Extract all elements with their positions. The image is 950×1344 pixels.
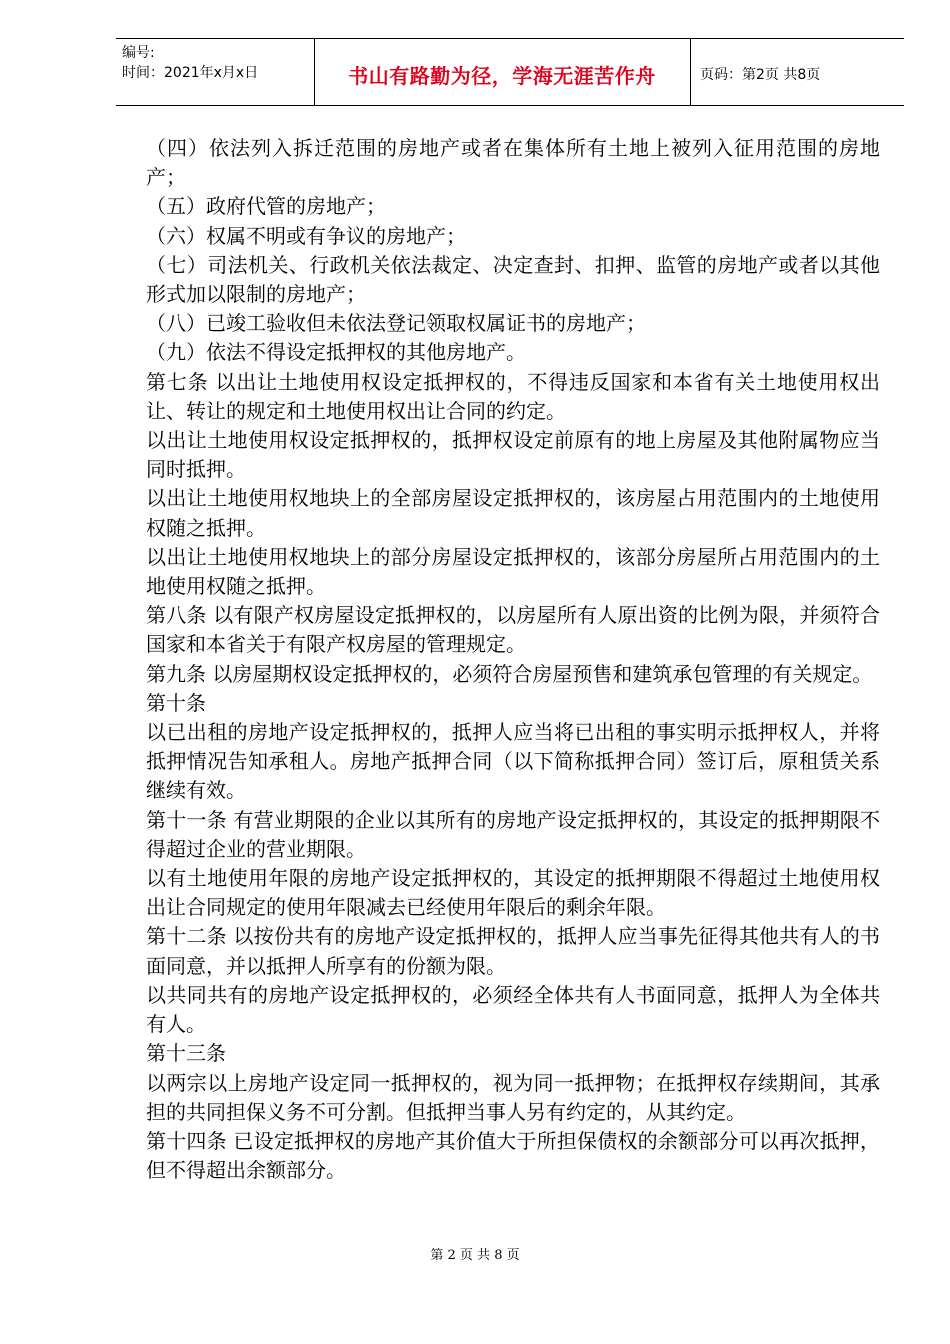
paragraph: 第十四条 已设定抵押权的房地产其价值大于所担保债权的余额部分可以再次抵押，但不得超出余额部分。 bbox=[146, 1128, 880, 1183]
paragraph: 以出让土地使用权设定抵押权的，抵押权设定前原有的地上房屋及其他附属物应当同时抵押。 bbox=[146, 428, 880, 482]
serial-label: 编号: bbox=[122, 45, 155, 61]
paragraph: 以共同共有的房地产设定抵押权的，必须经全体共有人书面同意，抵押人为全体共有人。 bbox=[146, 982, 880, 1037]
paragraph: （六）权属不明或有争议的房地产； bbox=[146, 223, 466, 248]
paragraph: 第八条 以有限产权房屋设定抵押权的，以房屋所有人原出资的比例为限，并须符合国家和本省关于有限产权房屋的管理规定。 bbox=[146, 603, 880, 657]
article-heading: 第十三条 bbox=[146, 1041, 226, 1066]
paragraph: 以两宗以上房地产设定同一抵押权的，视为同一抵押物；在抵押权存续期间，其承担的共同担保义务不可分割。但抵押当事人另有约定的，从其约定。 bbox=[146, 1070, 880, 1124]
paragraph: 以有土地使用年限的房地产设定抵押权的，其设定的抵押期限不得超过土地使用权出让合同规定的使用年限减去已经使用年限后的剩余年限。 bbox=[146, 866, 880, 920]
paragraph: （七）司法机关、行政机关依法裁定、决定查封、扣押、监管的房地产或者以其他形式加以限制的房地产； bbox=[146, 252, 880, 307]
paragraph: （九）依法不得设定抵押权的其他房地产。 bbox=[146, 340, 526, 365]
header-page-number: 页码：第2页 共8页 bbox=[700, 67, 821, 83]
page-footer: 第 2 页 共 8 页 bbox=[430, 1248, 520, 1263]
header-divider-right bbox=[690, 39, 691, 105]
paragraph: 第九条 以房屋期权设定抵押权的，必须符合房屋预售和建筑承包管理的有关规定。 bbox=[146, 661, 873, 686]
paragraph: 以已出租的房地产设定抵押权的，抵押人应当将已出租的事实明示抵押权人，并将抵押情况告知承租人。房地产抵押合同（以下简称抵押合同）签订后，原租赁关系继续有效。 bbox=[146, 720, 880, 803]
header-motto: 书山有路勤为径，学海无涯苦作舟 bbox=[348, 64, 656, 88]
paragraph: （八）已竣工验收但未依法登记领取权属证书的房地产； bbox=[146, 311, 646, 336]
paragraph: 第七条 以出让土地使用权设定抵押权的，不得违反国家和本省有关土地使用权出让、转让的规定和土地使用权出让合同的约定。 bbox=[146, 369, 880, 423]
paragraph: 第十一条 有营业期限的企业以其所有的房地产设定抵押权的，其设定的抵押期限不得超过企业的营业期限。 bbox=[146, 807, 880, 861]
paragraph: （五）政府代管的房地产； bbox=[146, 194, 386, 219]
paragraph: 以出让土地使用权地块上的全部房屋设定抵押权的，该房屋占用范围内的土地使用权随之抵押。 bbox=[146, 486, 880, 540]
paragraph: 第十二条 以按份共有的房地产设定抵押权的，抵押人应当事先征得其他共有人的书面同意，并以抵押人所享有的份额为限。 bbox=[146, 924, 880, 978]
header-meta bbox=[122, 43, 258, 83]
paragraph: （四）依法列入拆迁范围的房地产或者在集体所有土地上被列入征用范围的房地产； bbox=[146, 136, 880, 190]
article-heading: 第十条 bbox=[146, 690, 206, 715]
page-header bbox=[116, 38, 904, 106]
paragraph: 以出让土地使用权地块上的部分房屋设定抵押权的，该部分房屋所占用范围内的土地使用权随之抵押。 bbox=[146, 544, 880, 599]
document-body bbox=[146, 134, 880, 1185]
time-label: 时间：2021年x月x日 bbox=[122, 65, 259, 81]
